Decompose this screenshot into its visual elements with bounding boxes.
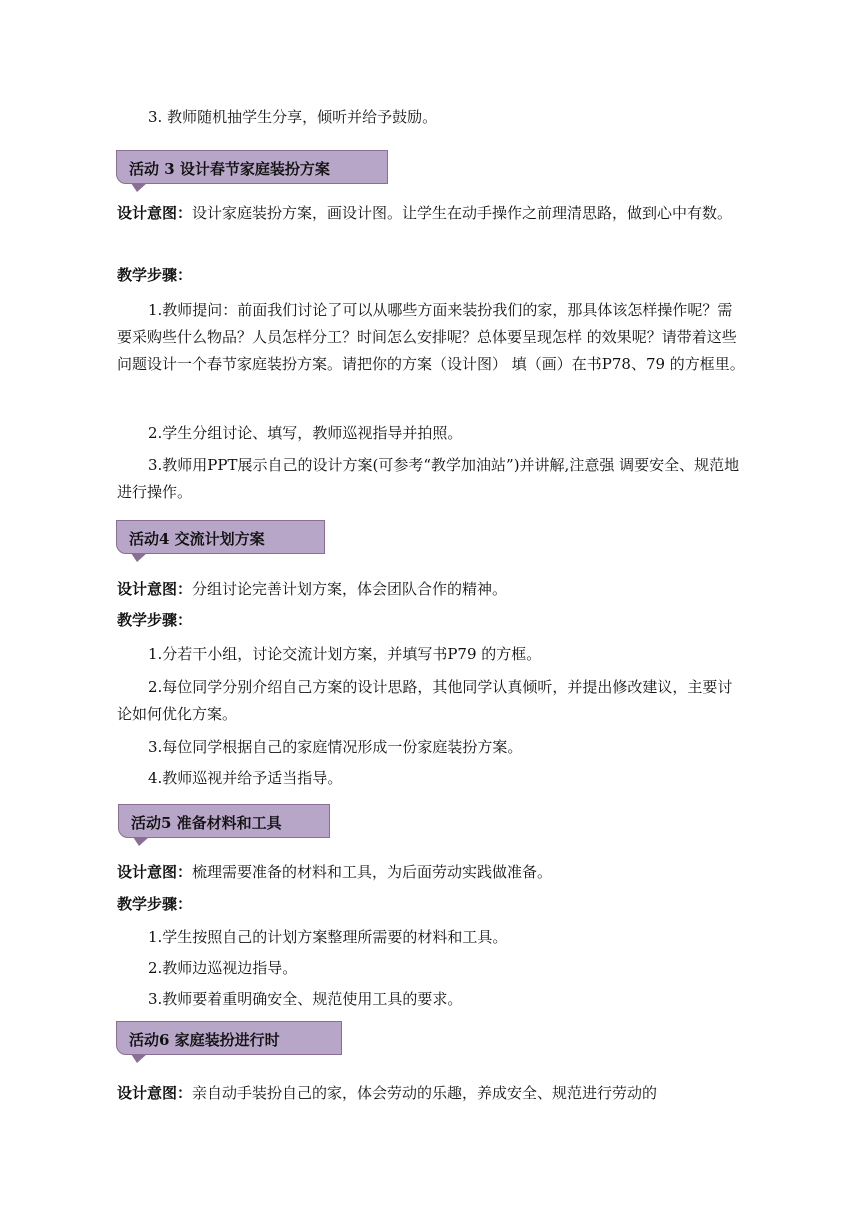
activity5-step-3: 3.教师要着重明确安全、规范使用工具的要求。 (148, 990, 463, 1008)
activity3-step-2: 2.学生分组讨论、填写，教师巡视指导并拍照。 (148, 424, 463, 442)
activity5-step-1: 1.学生按照自己的计划方案整理所需要的材料和工具。 (148, 928, 508, 946)
activity6-intent: 设计意图：亲自动手装扮自己的家，体会劳动的乐趣，养成安全、规范进行劳动的 (117, 1084, 658, 1102)
activity4-step-4: 4.教师巡视并给予适当指导。 (148, 769, 343, 787)
activity4-step-1: 1.分若干小组，讨论交流计划方案，并填写书P79 的方框。 (148, 645, 542, 663)
activity6-title: 活动6 家庭装扮进行时 (129, 1031, 280, 1049)
activity3-steps-label: 教学步骤： (117, 266, 193, 284)
activity3-banner (116, 150, 388, 184)
activity5-banner (118, 804, 330, 838)
activity3-title: 活动 3 设计春节家庭装扮方案 (129, 160, 330, 178)
activity4-banner (116, 520, 325, 554)
activity5-intent: 设计意图：梳理需要准备的材料和工具，为后面劳动实践做准备。 (117, 863, 553, 881)
activity5-title: 活动5 准备材料和工具 (131, 814, 282, 832)
activity3-step-1: 1.教师提问：前面我们讨论了可以从哪些方面来装扮我们的家，那具体该怎样操作呢？需要采购些什么物品？人员怎样分工？时间怎么安排呢？总体要呈现怎样 的效果呢？请带着这些问题设计一个春节家庭装扮方案。请把你的方案（设计图） 填（画）在书P78、79 的方框里。 (117, 301, 745, 373)
activity4-title: 活动4 交流计划方案 (129, 530, 265, 548)
activity4-steps-label: 教学步骤： (117, 611, 193, 629)
activity3-step-3: 3.教师用PPT展示自己的设计方案(可参考“教学加油站”)并讲解,注意强 调要安全、规范地进行操作。 (117, 456, 740, 501)
activity4-step-3: 3.每位同学根据自己的家庭情况形成一份家庭装扮方案。 (148, 738, 523, 756)
activity4-intent: 设计意图：分组讨论完善计划方案，体会团队合作的精神。 (117, 580, 508, 598)
activity5-step-2: 2.教师边巡视边指导。 (148, 959, 298, 977)
top-step: 3. 教师随机抽学生分享，倾听并给予鼓励。 (148, 108, 438, 126)
activity3-intent: 设计意图：设计家庭装扮方案，画设计图。让学生在动手操作之前理清思路，做到心中有数。 (117, 204, 733, 222)
activity4-step-2: 2.每位同学分别介绍自己方案的设计思路，其他同学认真倾听，并提出修改建议，主要讨论如何优化方案。 (117, 678, 733, 723)
activity5-steps-label: 教学步骤： (117, 895, 193, 913)
activity6-banner (116, 1021, 342, 1055)
